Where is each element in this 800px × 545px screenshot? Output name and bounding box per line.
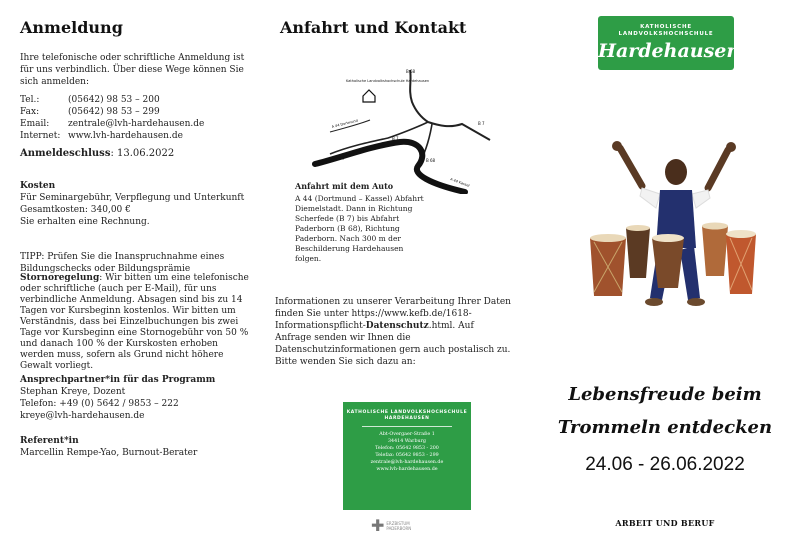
map-label-a44-kassel: A 44 Kassel (449, 177, 471, 188)
erzbistum-logo (371, 518, 411, 534)
map-label-b68-south: B 68 (426, 158, 436, 163)
event-title-line-2: Trommeln entdecken (557, 417, 773, 438)
right-sleeve (692, 190, 710, 208)
internet-value[interactable]: www.lvh-hardehausen.de (68, 131, 183, 141)
phone-value: (05642) 98 53 – 200 (68, 95, 160, 105)
internet-label: Internet: (20, 131, 61, 141)
costs-line-1: Für Seminargebühr, Verpflegung und Unterkunft (20, 193, 245, 203)
address-street: Abt-Overgaer-Straße 1 (379, 432, 435, 437)
right-leg (680, 246, 700, 300)
deadline-value: : 13.06.2022 (110, 148, 175, 159)
erzbistum-line-2: PADERBORN (386, 526, 412, 531)
event-title-line-1: Lebensfreude beim (568, 384, 762, 405)
map-place-label: Katholische Landvolkshochschule Hardehausen (346, 79, 430, 83)
partner-email[interactable]: kreye@lvh-hardehausen.de (20, 411, 145, 421)
map-label-b7-east: B 7 (478, 121, 485, 126)
djembe-left (590, 234, 626, 296)
map-label-b7-west: B 7 (338, 156, 345, 161)
tip-text: TIPP: Prüfen Sie die Inanspruchnahme eines Bildungschecks oder Bildungsprämie (20, 252, 225, 274)
privacy-notice (275, 296, 513, 368)
erzbistum-text (386, 521, 411, 531)
partner-heading: Ansprechpartner*in für das Programm (20, 375, 216, 385)
left-sleeve (640, 188, 660, 208)
contact-row-email (20, 118, 204, 130)
email-value[interactable]: zentrale@lvh-hardehausen.de (68, 119, 205, 129)
left-hand (612, 141, 622, 151)
costs-line-3: Sie erhalten eine Rechnung. (20, 217, 150, 227)
right-shoe (687, 298, 705, 306)
costs-line-2: Gesamtkosten: 340,00 € (20, 205, 131, 215)
right-arm (708, 150, 728, 188)
address-box-title: KATHOLISCHE LANDVOLKSHOCHSCHULE HARDEHAUSEN (346, 410, 468, 421)
address-box-divider (362, 426, 452, 427)
partner-phone: Telefon: +49 (0) 5642 / 9853 – 222 (20, 399, 179, 409)
referent-heading: Referent*in (20, 436, 79, 446)
right-hand (726, 142, 736, 152)
route-map (300, 62, 500, 194)
contact-row-internet (20, 130, 183, 142)
address-mail: zentrale@lvh-hardehausen.de (370, 460, 444, 465)
map-road-b68-north (410, 70, 428, 122)
storno-text (20, 273, 252, 372)
logo-line-1: KATHOLISCHE (640, 24, 692, 30)
map-label-b68-north: B 68 (406, 69, 416, 74)
event-dates: 24.06 - 26.06.2022 (585, 454, 745, 475)
phone-label: Tel.: (20, 95, 40, 105)
partner-name: Stephan Kreye, Dozent (20, 387, 126, 397)
left-shoe (645, 298, 663, 306)
costs-heading: Kosten (20, 181, 56, 191)
referent-name: Marcellin Rempe-Yao, Burnout-Berater (20, 448, 198, 458)
deadline-label: Anmeldeschluss (20, 148, 111, 159)
privacy-text-2: .html. Auf Anfrage senden wir Ihnen die Datenschutzinformationen gern auch postalisch zu. Bitte wenden Sie sich dazu an: (275, 321, 511, 367)
address-city: 34414 Warburg (388, 439, 426, 444)
registration-heading: Anmeldung (20, 18, 123, 37)
deadline (20, 148, 174, 160)
logo-name: Hardehausen (598, 40, 741, 62)
map-label-b7-mid: B 7 (392, 136, 399, 141)
email-label: Email: (20, 119, 50, 129)
left-arm (620, 148, 642, 186)
directions-heading: Anfahrt und Kontakt (280, 18, 467, 37)
address-tel: Telefon: 05642 9853 - 200 (375, 446, 439, 451)
cover-column (530, 0, 800, 545)
djembe-back (626, 225, 650, 278)
map-label-a44-dortmund: A 44 Dortmund (331, 118, 359, 129)
contact-row-fax (20, 106, 160, 118)
cross-icon: ✚ (371, 516, 385, 535)
event-category: ARBEIT UND BERUF (615, 518, 715, 528)
institution-logo (598, 16, 741, 70)
map-house-icon (363, 90, 375, 102)
address-fax: Telefax: 05642 9853 - 299 (375, 453, 439, 458)
registration-column (0, 0, 265, 545)
registration-intro: Ihre telefonische oder schriftliche Anmeldung ist für uns verbindlich. Über diese Wege können Sie sich anmelden: (20, 53, 245, 87)
directions-column (265, 0, 530, 545)
djembe-far-right (726, 230, 756, 294)
address-web: www.lvh-hardehausen.de (376, 467, 438, 472)
contact-row-phone (20, 94, 160, 106)
car-directions: A 44 (Dortmund – Kassel) Abfahrt Diemelstadt. Dann in Richtung Scherfede (B 7) bis Abfahrt Paderborn (B 68), Richtung Paderborn. Nach 300 m der Beschilderung Hardehausen folgen. (295, 194, 424, 263)
address-box (343, 402, 471, 510)
head (665, 159, 687, 185)
fax-label: Fax: (20, 107, 40, 117)
erzbistum-line-1: ERZBISTUM (386, 521, 410, 526)
drummer-photo (580, 138, 780, 318)
privacy-text-1: Informationen zu unserer Verarbeitung Ihrer Daten finden Sie unter https://www.kefb.de/1618-Informationspflicht- (275, 297, 511, 331)
privacy-text-bold: Datenschutz (365, 321, 429, 331)
storno-label: Stornoregelung (20, 273, 100, 283)
fax-value: (05642) 98 53 – 299 (68, 107, 160, 117)
car-heading: Anfahrt mit dem Auto (295, 181, 394, 191)
djembe-right (702, 223, 728, 277)
map-road-b7-west (330, 122, 428, 154)
logo-line-2: LANDVOLKSHOCHSCHULE (618, 31, 714, 37)
storno-body: : Wir bitten um eine telefonische oder schriftliche (auch per E-Mail), für uns verbindliche Anmeldung. Absagen sind bis zu 14 Tagen vor Kursbeginn kostenlos. Wir bitten um Verständnis, dass bei Einzelbuchungen bis zwei Tage vor Kursbeginn eine Stornogebühr von 50 % und danach 100 % der Kurskosten erhoben werden muss, sofern als Grund nicht höhere Gewalt vorliegt. (20, 273, 249, 371)
